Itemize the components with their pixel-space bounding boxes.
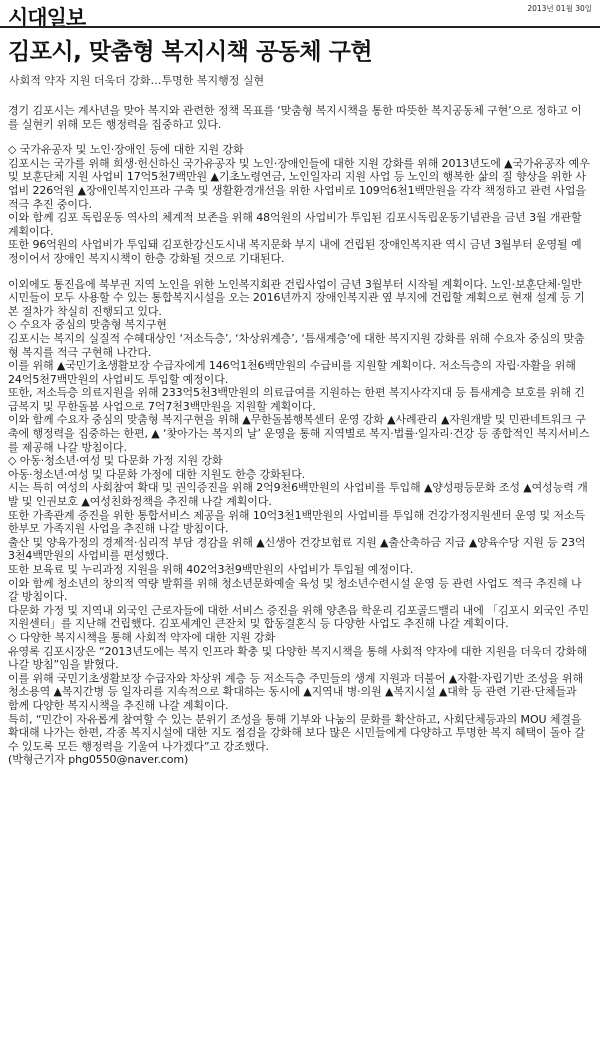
issue-date: 2013년 01월 30일 <box>527 4 592 13</box>
section-heading: ◇ 다양한 복지시책을 통해 사회적 약자에 대한 지원 강화 <box>8 630 276 644</box>
paragraph: 유영록 김포시장은 “2013년도에는 복지 인프라 확충 및 다양한 복지시책을 통해 사회적 약자에 대한 지원을 더욱더 강화해 나갈 방침”임을 밝혔다. <box>8 644 587 672</box>
paragraph: 또한, 저소득층 의료지원을 위해 233억5천3백만원의 의료급여를 지원하는 한편 복지사각지대 등 틈새계층 보호를 위해 긴급복지 및 무한돌봄 사업으로 7억7천3백만원을 지원할 계획이다. <box>8 386 585 413</box>
paragraph: 이를 위해 ▲국민기초생활보장 수급자에게 146억1천6백만원의 수급비를 지원할 계획이다. 저소득층의 자립·자활을 위해 24억5천7백만원의 사업비도 투입할 예정이다. <box>8 359 576 386</box>
paragraph: 이를 위해 국민기초생활보장 수급자와 차상위 계층 등 저소득층 주민들의 생계 지원과 더불어 ▲자활·자립기반 조성을 위해 청소용역 ▲복지간병 등 일자리를 지속적으로 확대하는 동시에 ▲지역내 병·의원 ▲복지시설 ▲대학 등 관련 기관·단체들과 함께 다양한 복지시책을 추진해 나갈 계획이다. <box>8 671 584 712</box>
masthead-rule <box>0 26 600 28</box>
byline: (박형근기자 phg0550@naver.com) <box>8 753 189 767</box>
paragraph: 김포시는 국가를 위해 희생·헌신하신 국가유공자 및 노인·장애인들에 대한 지원 강화를 위해 2013년도에 ▲국가유공자 예우 및 보훈단체 지원 사업비 17억5천7백만원 ▲기초노령연금, 노인일자리 지원 사업 등 노인의 행복한 삶의 질 향상을 위한 사업비 226억원 ▲장애인복지인프라 구축 및 생활환경개선을 위한 사업비로 109억6천1백만원을 각각 책정하고 관련 사업을 적극 추진 중이다. <box>8 156 590 211</box>
paragraph: 이와 함께 수요자 중심의 맞춤형 복지구현을 위해 ▲무한돌봄행복센터 운영 강화 ▲사례관리 ▲자원개발 및 민관네트워크 구축에 행정력을 집중하는 한편, ▲ ‘찾아가는 복지의 날’ 운영을 통해 지역별로 복지·법률·일자리·건강 등 종합적인 복지서비스를 제공해 나갈 방침이다. <box>8 413 590 454</box>
paragraph: 다문화 가정 및 지역내 외국인 근로자들에 대한 서비스 증진을 위해 양촌읍 학운리 김포골드밸리 내에 「김포시 외국인 주민 지원센터」를 지난해 건립했다. 김포세계인 큰잔치 및 합동결혼식 등 다양한 사업도 추진해 나갈 계획이다. <box>8 603 590 631</box>
section-heading: ◇ 수요자 중심의 맞춤형 복지구현 <box>8 318 167 332</box>
paragraph: 이외에도 통진읍에 북부권 지역 노인을 위한 노인복지회관 건립사업이 금년 3월부터 시작될 계획이다. 노인·보훈단체·일반시민들이 모두 사용할 수 있는 통합복지시설을 오는 2016년까지 장애인복지관 옆 부지에 건립할 계획으로 현재 설계 등 기본 절차가 착실히 진행되고 있다. <box>8 277 585 318</box>
paragraph: 시는 특히 여성의 사회참여 확대 및 권익증진을 위해 2억9천6백만원의 사업비를 투입해 ▲양성평등문화 조성 ▲여성능력 개발 및 인권보호 ▲여성친화정책을 추진해 나갈 계획이다. <box>8 481 588 509</box>
masthead: 시대일보 <box>8 6 86 30</box>
paragraph: 아동·청소년·여성 및 다문화 가정에 대한 지원도 한층 강화된다. <box>8 467 306 481</box>
paragraph: 또한 가족관계 증진을 위한 통합서비스 제공을 위해 10억3천1백만원의 사업비를 투입해 건강가정지원센터 운영 및 저소득 한부모 가족지원 사업을 추진해 나갈 방침이다. <box>8 508 585 536</box>
paragraph: 김포시는 복지의 실질적 수혜대상인 ‘저소득층’, ‘차상위계층’, ‘틈새계층’에 대한 복지지원 강화를 위해 수요자 중심의 맞춤형 복지를 적극 구현해 나간다. <box>8 331 585 359</box>
section-heading: ◇ 아동·청소년·여성 및 다문화 가정 지원 강화 <box>8 454 223 468</box>
paragraph: 또한 96억원의 사업비가 투입돼 김포한강신도시내 복지문화 부지 내에 건립된 장애인복지관 역시 금년 3월부터 운영될 예정이어서 장애인 복지시책이 한층 강화될 것으로 기대된다. <box>8 238 582 265</box>
lead-paragraph: 경기 김포시는 계사년을 맞아 복지와 관련한 정책 목표를 ‘맞춤형 복지시책을 통한 따뜻한 복지공동체 구현’으로 정하고 이를 실현키 위해 모든 행정력을 집중하고 있다. <box>8 104 582 131</box>
paragraph: 출산 및 양육가정의 경제적·심리적 부담 경감을 위해 ▲신생아 건강보험료 지원 ▲출산축하금 지급 ▲양육수당 지원 등 23억3천4백만원의 사업비를 편성했다. <box>8 535 586 563</box>
section-heading: ◇ 국가유공자 및 노인·장애인 등에 대한 지원 강화 <box>8 143 244 157</box>
paragraph: 이와 함께 김포 독립운동 역사의 체계적 보존을 위해 48억원의 사업비가 투입된 김포시독립운동기념관을 금년 3월 개관할 계획이다. <box>8 211 582 238</box>
article-body <box>8 104 590 767</box>
subheadline: 사회적 약자 지원 더욱더 강화…투명한 복지행정 실현 <box>9 74 265 87</box>
paragraph: 이와 함께 청소년의 창의적 역량 발휘를 위해 청소년문화예술 육성 및 청소년수련시설 운영 등 관련 사업도 적극 추진해 나갈 방침이다. <box>8 576 582 604</box>
paragraph: 또한 보육료 및 누리과정 지원을 위해 402억3천9백만원의 사업비가 투입될 예정이다. <box>8 563 414 576</box>
paragraph: 특히, “민간이 자유롭게 참여할 수 있는 분위기 조성을 통해 기부와 나눔의 문화를 확산하고, 사회단체등과의 MOU 체결을 확대해 나가는 한편, 각종 복지시설에 대한 지도 점검을 강화해 보다 많은 시민들에게 다양하고 투명한 복지 혜택이 돌아 갈 수 있도록 모든 행정력을 기울여 나가겠다”고 강조했다. <box>8 712 585 753</box>
headline: 김포시, 맞춤형 복지시책 공동체 구현 <box>8 39 373 65</box>
